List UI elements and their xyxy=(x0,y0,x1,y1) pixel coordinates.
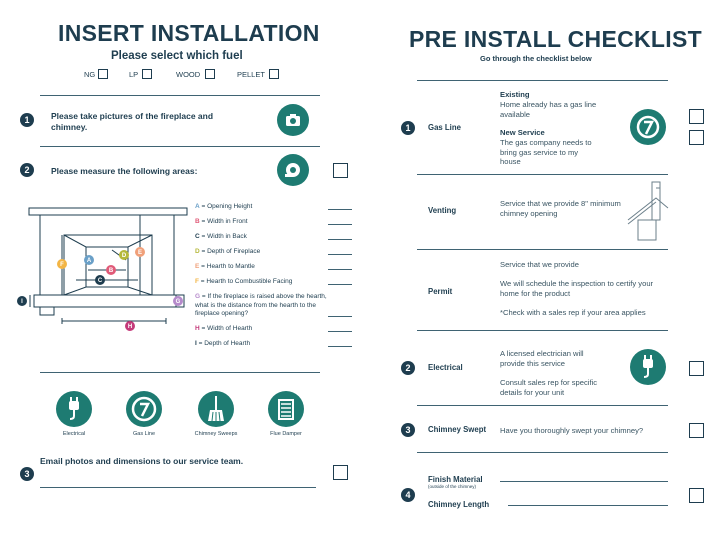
icon-label-electrical: Electrical xyxy=(62,431,86,437)
legend-c: C = Width in Back xyxy=(195,233,247,240)
email-answer-line[interactable] xyxy=(40,487,316,488)
fuel-option-wood: WOOD xyxy=(176,70,201,79)
existing-text: Home already has a gas line available xyxy=(500,100,597,119)
step-3-text: Email photos and dimensions to our service team. xyxy=(40,456,244,466)
answer-line-a[interactable] xyxy=(328,209,352,210)
legend-e: E = Hearth to Mantle xyxy=(195,263,255,270)
svg-text:I: I xyxy=(21,299,23,305)
step-2-badge: 2 xyxy=(20,163,34,177)
gas-line-label: Gas Line xyxy=(428,123,461,132)
chimney-brush-icon xyxy=(198,391,234,427)
gas-existing-checkbox[interactable] xyxy=(689,109,704,124)
divider xyxy=(40,372,320,373)
right-subtitle: Go through the checklist below xyxy=(480,54,592,63)
fuel-option-pellet: PELLET xyxy=(237,70,265,79)
step-2-text: Please measure the following areas: xyxy=(51,166,198,176)
step-3-checkbox[interactable] xyxy=(333,465,348,480)
chimney-swept-label: Chimney Swept xyxy=(428,425,487,434)
divider xyxy=(40,146,320,147)
fuel-option-lp: LP xyxy=(129,70,139,79)
divider xyxy=(417,330,668,331)
chimney-length-label: Chimney Length xyxy=(428,500,490,509)
permit-line-3: *Check with a sales rep if your area applies xyxy=(500,308,646,317)
answer-line-c[interactable] xyxy=(328,239,352,240)
svg-text:A: A xyxy=(86,258,92,264)
gas-gauge-icon xyxy=(630,109,666,145)
chimney-swept-checkbox[interactable] xyxy=(689,423,704,438)
finish-step-badge: 4 xyxy=(401,488,415,502)
electrical-step-badge: 2 xyxy=(401,361,415,375)
legend-h: H = Width of Hearth xyxy=(195,325,253,332)
chimney-step-badge: 3 xyxy=(401,423,415,437)
divider xyxy=(417,249,668,250)
legend-b: B = Width in Front xyxy=(195,218,248,225)
answer-line-h[interactable] xyxy=(328,331,352,332)
finish-material-label: Finish Material xyxy=(428,475,483,484)
divider xyxy=(417,80,668,81)
gas-new-service-checkbox[interactable] xyxy=(689,130,704,145)
step-2-checkbox[interactable] xyxy=(333,163,348,178)
venting-label: Venting xyxy=(428,206,457,215)
electrical-plug-icon xyxy=(630,349,666,385)
venting-text: Service that we provide 8" minimum chimney opening xyxy=(500,199,621,218)
fireplace-diagram xyxy=(16,200,191,335)
chimney-swept-question: Have you thoroughly swept your chimney? xyxy=(500,426,644,435)
permit-line-2: We will schedule the inspection to certify your home for the product xyxy=(500,279,654,298)
svg-text:H: H xyxy=(127,324,133,330)
divider xyxy=(417,452,668,453)
svg-text:F: F xyxy=(60,262,64,268)
answer-line-e[interactable] xyxy=(328,269,352,270)
permit-line-1: Service that we provide xyxy=(500,260,579,269)
chimney-length-answer-line[interactable] xyxy=(508,505,668,506)
electrical-checkbox[interactable] xyxy=(689,361,704,376)
legend-d: D = Depth of Fireplace xyxy=(195,248,261,255)
legend-i: I = Depth of Hearth xyxy=(195,340,251,347)
electrical-line-1: A licensed electrician will provide this service xyxy=(500,349,584,368)
answer-line-b[interactable] xyxy=(328,224,352,225)
answer-line-d[interactable] xyxy=(328,254,352,255)
electrical-plug-icon xyxy=(56,391,92,427)
svg-text:B: B xyxy=(108,268,114,274)
fuel-checkbox-wood[interactable] xyxy=(205,69,215,79)
electrical-line-2: Consult sales rep for specific details for your unit xyxy=(500,378,598,397)
fuel-prompt: Please select which fuel xyxy=(111,50,243,62)
fuel-option-ng: NG xyxy=(84,70,96,79)
step-1-text: Please take pictures of the fireplace and chimney. xyxy=(51,111,214,132)
svg-text:C: C xyxy=(97,278,103,284)
existing-title: Existing xyxy=(500,90,530,99)
divider xyxy=(417,405,668,406)
new-service-text: The gas company needs to bring gas service to my house xyxy=(500,138,592,166)
answer-line-i[interactable] xyxy=(328,346,352,347)
chimney-vent-icon xyxy=(626,180,670,244)
electrical-label: Electrical xyxy=(428,363,463,372)
fuel-checkbox-lp[interactable] xyxy=(142,69,152,79)
gas-gauge-icon xyxy=(126,391,162,427)
divider xyxy=(417,174,668,175)
svg-text:G: G xyxy=(175,299,181,305)
svg-text:E: E xyxy=(137,250,143,256)
legend-f: F = Hearth to Combustible Facing xyxy=(195,278,293,285)
camera-icon xyxy=(277,104,309,136)
new-service-title: New Service xyxy=(500,128,545,137)
icon-label-chimney-sweeps: Chimney Sweeps xyxy=(194,431,238,437)
fuel-checkbox-pellet[interactable] xyxy=(269,69,279,79)
right-title: PRE INSTALL CHECKLIST xyxy=(409,26,702,52)
step-3-badge: 3 xyxy=(20,467,34,481)
answer-line-f[interactable] xyxy=(328,284,352,285)
permit-label: Permit xyxy=(428,287,453,296)
fuel-checkbox-ng[interactable] xyxy=(98,69,108,79)
gas-step-badge: 1 xyxy=(401,121,415,135)
legend-g: G = If the fireplace is raised above the hearth, what is the distance from the hearth to the fireplace opening? xyxy=(195,293,327,317)
finish-material-note: (outside of the chimney) xyxy=(428,484,477,489)
divider xyxy=(40,95,320,96)
finish-material-answer-line[interactable] xyxy=(500,481,668,482)
legend-a: A = Opening Height xyxy=(195,203,253,210)
flue-damper-icon xyxy=(268,391,304,427)
finish-checkbox[interactable] xyxy=(689,488,704,503)
step-1-badge: 1 xyxy=(20,113,34,127)
icon-label-gas-line: Gas Line xyxy=(132,431,155,437)
answer-line-g[interactable] xyxy=(328,316,352,317)
svg-text:D: D xyxy=(121,253,127,259)
icon-label-flue-damper: Flue Damper xyxy=(270,431,302,437)
tape-measure-icon xyxy=(277,154,309,186)
left-title: INSERT INSTALLATION xyxy=(58,20,320,46)
